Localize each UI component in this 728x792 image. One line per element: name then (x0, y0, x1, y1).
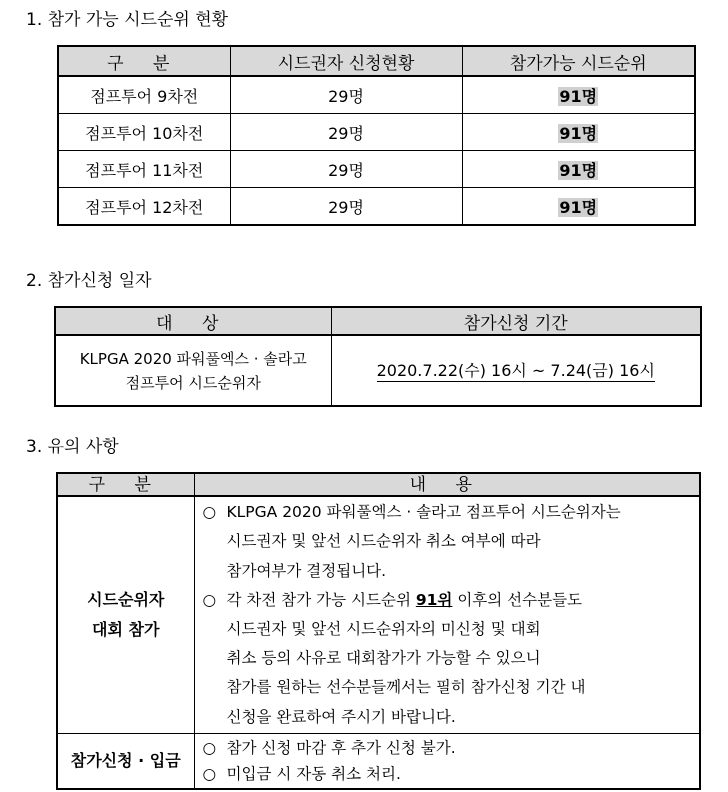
notes-table (56, 472, 701, 790)
target-line: 점프투어 시드순위자 (125, 373, 261, 392)
column-header: 시드권자 신청현황 (230, 46, 462, 76)
note-text: 이후의 선수분들도 (452, 590, 583, 609)
section3-title: 3. 유의 사항 (26, 437, 119, 457)
bullet-icon: ○ (202, 765, 217, 783)
event-cell: 점프투어 12차전 (58, 188, 230, 226)
note-text: 시드권자 및 앞선 시드순위자 취소 여부에 따라 (226, 532, 541, 551)
table-header-row (58, 46, 695, 76)
table-header-row (57, 473, 700, 496)
column-header: 참가가능 시드순위 (462, 46, 695, 76)
row-label: 참가신청 · 입금 (57, 734, 194, 790)
applicants-cell: 29명 (230, 151, 462, 188)
applicants-cell: 29명 (230, 188, 462, 226)
note-text: 미입금 시 자동 취소 처리. (226, 765, 401, 783)
table-row (58, 151, 695, 188)
applicants-cell: 29명 (230, 76, 462, 114)
highlight-rank: 91위 (415, 590, 453, 609)
rank-cell: 91명 (559, 197, 598, 217)
note-text: 참가 신청 마감 후 추가 신청 불가. (226, 739, 456, 757)
rank-cell: 91명 (559, 160, 598, 180)
row-label-line: 대회 참가 (92, 620, 160, 639)
note-text: 신청을 완료하여 주시기 바랍니다. (226, 707, 456, 726)
rank-cell: 91명 (559, 123, 598, 143)
table-row (58, 188, 695, 226)
note-text: 취소 등의 사유로 대회참가가 가능할 수 있으니 (226, 649, 541, 668)
note-text: KLPGA 2020 파워풀엑스 · 솔라고 점프투어 시드순위자는 (226, 503, 621, 522)
column-header: 구 분 (58, 46, 230, 76)
note-text: 참가를 원하는 선수분들께서는 필히 참가신청 기간 내 (226, 678, 586, 697)
bullet-icon: ○ (202, 503, 217, 522)
applicants-cell: 29명 (230, 114, 462, 151)
event-cell: 점프투어 9차전 (58, 76, 230, 114)
notes-content (194, 734, 700, 790)
table-row (55, 335, 701, 406)
section2-title: 2. 참가신청 일자 (26, 271, 152, 291)
bullet-icon: ○ (202, 590, 217, 609)
target-line: KLPGA 2020 파워풀엑스 · 솔라고 (79, 349, 307, 368)
seed-status-table (57, 45, 696, 226)
event-cell: 점프투어 10차전 (58, 114, 230, 151)
row-label-line: 시드순위자 (87, 590, 165, 609)
section1-title: 1. 참가 가능 시드순위 현황 (26, 10, 229, 30)
column-header: 대 상 (55, 307, 331, 335)
target-cell (55, 335, 331, 406)
note-text: 시드권자 및 앞선 시드순위자의 미신청 및 대회 (226, 620, 541, 638)
note-text: 참가여부가 결정됩니다. (226, 561, 387, 580)
note-text: 각 차전 참가 가능 시드순위 (226, 590, 416, 609)
event-cell: 점프투어 11차전 (58, 151, 230, 188)
column-header: 구 분 (57, 473, 194, 496)
period-text: 2020.7.22(수) 16시 ~ 7.24(금) 16시 (376, 360, 655, 380)
bullet-icon: ○ (202, 739, 217, 757)
application-period-table (54, 306, 702, 407)
row-label (57, 496, 194, 734)
table-row (57, 734, 700, 790)
rank-cell: 91명 (559, 86, 598, 106)
table-row (57, 496, 700, 734)
notes-content (194, 496, 700, 734)
table-row (58, 76, 695, 114)
column-header: 내 용 (194, 473, 700, 496)
column-header: 참가신청 기간 (331, 307, 701, 335)
table-row (58, 114, 695, 151)
table-header-row (55, 307, 701, 335)
